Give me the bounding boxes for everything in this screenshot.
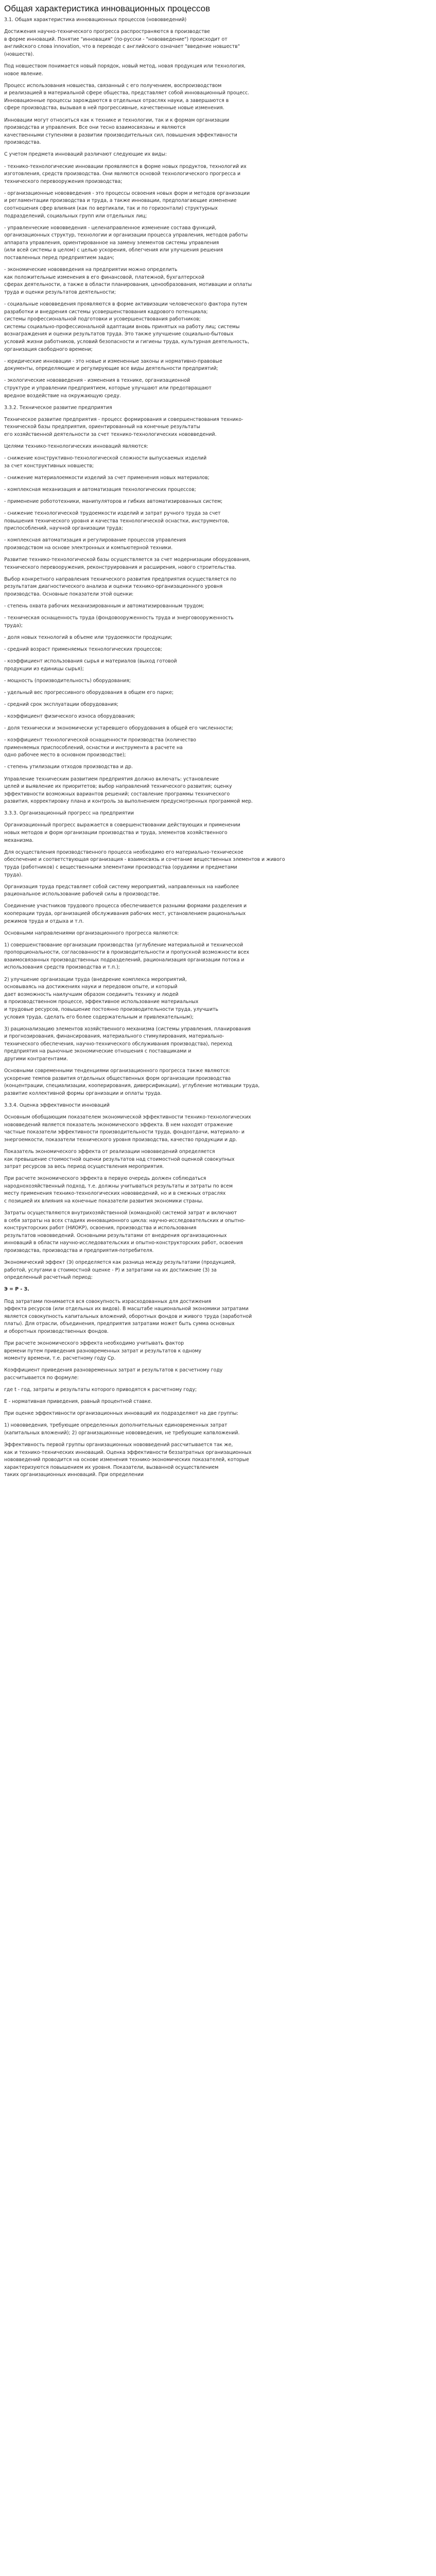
paragraph: - коэффициент использования сырья и материалов (выход готовой продукции из единицы сырья); [4, 658, 177, 672]
paragraph: где t - год, затраты и результаты которого приводятся к расчетному году; [4, 1386, 197, 1393]
paragraph: 2) улучшение организации труда (внедрение комплекса мероприятий, основываясь на достижениях науки и передовом опыте, и который дает возможность наилучшим образом соединить технику и людей в производственном процессе, эффективное использование материальных и трудовые ресурсов, повышение постоянно производительности труда, улучшить условия труда, сделать его более содержательным и привлекательным); [4, 976, 219, 1020]
paragraph: - снижение технологической трудоемкости изделий и затрат ручного труда за счет повышения технического уровня и качества технологической оснастки, инструментов, приспособлений, научной организации труда; [4, 511, 230, 532]
paragraph: Целями технико-технологических инноваций являются: [4, 444, 148, 449]
paragraph: - социальные нововведения проявляются в форме активизации человеческого фактора путем разработки и внедрения системы усовершенствования кадрового потенциала; системы профессиональной подготовки и усовершенствования работников; системы социально-профессиональной адаптации вновь принятых на работу лиц; системы вознаграждения и оценки результатов труда. Это также улучшение социально-бытовых условий жизни работников, условий безопасности и гигиены труда, культурная деятельность, организация свободного времени; [4, 301, 249, 352]
paragraph: - коэффициент технологической оснащенности производства (количество применяемых приспособлений, оснастки и инструмента в расчете на одно рабочее место в основном производстве); [4, 737, 197, 758]
paragraph: Под затратами понимается вся совокупность израсходованных для достижения эффекта ресурсов (или отдельных их видов). В масштабе национальной экономики затратами является совокупность капитальных вложений, оборотных фондов и живого труда (заработной платы). Для отрасли, объединения, предприятия затратами может быть сумма основных и оборотных производственных фондов. [4, 1298, 252, 1334]
paragraph: Выбор конкретного направления технического развития предприятия осуществляется по результатам диагностического анализа и оценки технико-организационного уровня производства. Основные показатели этой оценки: [4, 576, 236, 597]
paragraph: Управление техническим развитием предприятия должно включать: установление целей и выявление их приоритетов; выбор направлений технического развития; оценку эффективности возможных вариантов решений; составление программы технического развития, корректировку плана и контроль за выполнением предусмотренных программой мер. [4, 776, 253, 805]
paragraph: 1) нововведения, требующие определенных дополнительных единовременных затрат (капитальных вложений); 2) организационные нововведения, не требующие капвложений. [4, 1422, 240, 1436]
paragraph: - средний срок эксплуатации оборудования; [4, 701, 118, 707]
paragraph: - снижение конструктивно-технологической сложности выпускаемых изделий за счет конструктивных новшеств; [4, 455, 207, 469]
paragraph: Е - нормативная приведения, равный процентной ставке. [4, 1399, 152, 1405]
paragraph: Основным обобщающим показателем экономической эффективности технико-технологических нововведений является показатель экономического эффекта. В нем находят отражение частные показатели эффективности производительности труда, фондоотдачи, материало- и энергоемкости, показатели технического уровня производства, качество продукции и др. [4, 1114, 251, 1143]
paragraph: - комплексная механизация и автоматизация технологических процессов; [4, 486, 196, 493]
paragraph: - удельный вес прогрессивного оборудования в общем его парке; [4, 689, 174, 696]
paragraph: - техническая оснащенность труда (фондовооруженность труда и энерговооруженность труда); [4, 615, 234, 629]
paragraph: Достижения научно-технического прогресса распространяются в производстве в форме инноваций. Понятие "инновация" (по-русски - "нововведение") происходит от английского слова innovation, что в переводе с английского означает "введение новшеств" (новшеств). [4, 29, 240, 57]
paragraph: 1) совершенствование организации производства (углубление материальной и технической пропорциональности, согласованности в производительности и пропускной возможности всех взаимосвязанных производственных подразделений, рационализация организации потока и использования средств производства и т.п.); [4, 942, 250, 971]
paragraph: Развитие технико-технологической базы осуществляется за счет модернизации оборудования, технического перевооружения, реконструирования и расширения, нового строительства. [4, 557, 251, 570]
paragraph: - степень охвата рабочих механизированным и автоматизированным трудом; [4, 603, 204, 609]
paragraph: Под новшеством понимается новый порядок, новый метод, новая продукция или технология, новое явление. [4, 63, 246, 77]
paragraph: - комплексная автоматизация и регулирование процессов управления производством на основе электронных и компьютерной техники. [4, 537, 186, 551]
paragraph: - экологические нововведения - изменения в технике, организационной структуре и управлении предприятием, которые улучшают или предотвращают вредное воздействие на окружающую среду. [4, 378, 212, 399]
paragraph: Экономический эффект (Э) определяется как разница между результатами (продукцией, работой, услугами в стоимостной оценке - Р) и затратами на их достижение (З) за определенный расчетный период: [4, 1260, 236, 1281]
paragraph: - экономические нововведения на предприятии можно определить как положительные изменения в его финансовой, платежной, бухгалтерской сферах деятельности, а также в области планирования, ценообразования, мотивации и оплаты труда и оценки результатов деятельности; [4, 267, 252, 295]
paragraph: 3.3.4. Оценка эффективности инноваций [4, 1102, 110, 1108]
paragraph: Показатель экономического эффекта от реализации нововведений определяется как превышение стоимостной оценки результатов над стоимостной оценкой совокупных затрат ресурсов за весь период осуществления мероприятия. [4, 1148, 235, 1170]
paragraph: Затраты осуществляются внутрихозяйственной (командной) системой затрат и включают в себя затраты на всех стадиях инновационного цикла: научно-исследовательских и опытно- конструкторских работ (НИОКР), освоения, производства и использования результатов нововведений. Основными результатами от внедрения организационных инноваций в области научно-исследовательских и опытно-конструкторских работ, освоения производства, производства и предприятия-потребителя. [4, 1210, 246, 1254]
paragraph: Коэффициент приведения разновременных затрат и результатов к расчетному году рассчитывается по формуле: [4, 1367, 223, 1381]
paragraph: Организационный прогресс выражается в совершенствовании действующих и применении новых методов и форм организации производства и труда, элементов хозяйственного механизма. [4, 822, 240, 843]
paragraph: Инновации могут относиться как к технике и технологии, так и к формам организации производства и управления. Все они тесно взаимосвязаны и являются качественными ступенями в развитии производительных сил, повышения эффективности производства. [4, 117, 237, 146]
paragraph: Техническое развитие предприятия - процесс формирования и совершенствования технико- технической базы предприятия, ориентированный на конечные результаты его хозяйственной деятельности за счет технико-технологических нововведений. [4, 416, 243, 437]
paragraph: 3.3.2. Техническое развитие предприятия [4, 404, 112, 411]
paragraph: Эффективность первой группы организационных нововведений рассчитывается так же, как и технико-технических инноваций. Оценка эффективности беззатратных организационных нововведений проводится на основе изменения технико-экономических показателей, которые характеризуются повышением их уровня. Показатели, вызванной осуществлением таких организационных инноваций. При определении [4, 1442, 252, 1478]
paragraph: - коэффициент физического износа оборудования; [4, 713, 135, 719]
paragraph: 3.1. Общая характеристика инновационных процессов (нововведений) [4, 17, 187, 23]
paragraph: - доля технически и экономически устаревшего оборудования в общей его численности; [4, 725, 233, 732]
paragraph: - технико-технологические инновации проявляются в форме новых продуктов, технологий их изготовления, средств производства. Они являются основой технологического прогресса и технического перевооружения производства; [4, 163, 247, 184]
paragraph: Процесс использования новшества, связанный с его получением, воспроизводством и реализацией в материальной сфере общества, представляет собой инновационный процесс. Инновационные процессы зарождаются в отдельных отраслях науки, а завершаются в сфере производства, вызывая в ней прогрессивные, качественные новые изменения. [4, 82, 250, 111]
paragraph: С учетом предмета инноваций различают следующие их виды: [4, 151, 167, 158]
paragraph: При оценке эффективности организационных инноваций их подразделяют на две группы: [4, 1411, 239, 1417]
paragraph: - управленческие нововведения - целенаправленное изменение состава функций, организационных структур, технологии и организации процесса управления, методов работы аппарата управления, ориентированное на замену элементов системы управления (или всей системы в целом) с целью ускорения, облегчения или улучшения решения поставленных перед предприятием задач; [4, 225, 248, 261]
paragraph: Основными направлениями организационного прогресса являются: [4, 930, 179, 936]
paragraph: При расчете экономического эффекта в первую очередь должен соблюдаться народнохозяйственный подход, т.е. должны учитываться результаты и затраты по всем месту применения технико-технологических нововведений, но и в смежных отраслях с позицией их влияния на конечные показатели развития экономики страны. [4, 1176, 233, 1204]
paragraph: - организационные нововведения - это процессы освоения новых форм и методов организации и регламентации производства и труда, а также инновации, предполагающие изменение соотношения сфер влияния (как по вертикали, так и по горизонтали) структурных подразделений, социальных групп или отдельных лиц; [4, 190, 250, 219]
paragraph: - доля новых технологий в объеме или трудоемкости продукции; [4, 634, 172, 640]
paragraph: - средний возраст применяемых технологических процессов; [4, 646, 162, 652]
paragraph: - применение робототехники, манипуляторов и гибких автоматизированных систем; [4, 498, 223, 504]
paragraph: Основными современными тенденциями организационного прогресса также являются: ускорение темпов развития отдельных общественных форм организации производства (концентрации, специализации, кооперирования, диверсификации), углубление мотивации труда, развитие коллективной формы организации и оплаты труда. [4, 1068, 260, 1096]
paragraph: - юридические инновации - это новые и измененные законы и нормативно-правовые документы, определяющие и регулирующие все виды деятельности предприятий; [4, 358, 222, 372]
paragraph: Организация труда представляет собой систему мероприятий, направленных на наиболее рациональное использование рабочей силы в производстве. [4, 884, 239, 897]
article-body [4, 16, 431, 1479]
paragraph: 3) рационализацию элементов хозяйственного механизма (системы управления, планирования и прогнозирования, финансирования, материального стимулирования, материально- технического обеспечения, научно-технического обслуживания производства), переход предприятия на рыночные экономические отношения с поставщиками и другими контрагентами. [4, 1026, 251, 1062]
paragraph: При расчете экономического эффекта необходимо учитывать фактор времени путем приведения разновременных затрат и результатов к одному моменту времени, т.е. расчетному году Ср. [4, 1341, 202, 1362]
formula-line: Э = Р - З. [4, 1286, 29, 1293]
paragraph: Для осуществления производственного процесса необходимо его материально-техническое обеспечение и соответствующая организация - взаимосвязь и сочетание вещественных элементов и живого труда (работников) с вещественными элементами производства (орудиями и предметами труда). [4, 849, 285, 878]
paragraph: Соединение участников трудового процесса обеспечивается разными формами разделения и кооперации труда, организацией обслуживания рабочих мест, установлением рациональных режимов труда и отдыха и т.п. [4, 903, 247, 924]
paragraph: 3.3.3. Организационный прогресс на предприятии [4, 810, 134, 817]
paragraph: - степень утилизации отходов производства и др. [4, 764, 133, 770]
paragraph: - мощность (производительность) оборудования; [4, 677, 131, 684]
page-title: Общая характеристика инновационных процессов [4, 4, 211, 13]
paragraph: - снижение материалоемкости изделий за счет применения новых материалов; [4, 474, 210, 481]
